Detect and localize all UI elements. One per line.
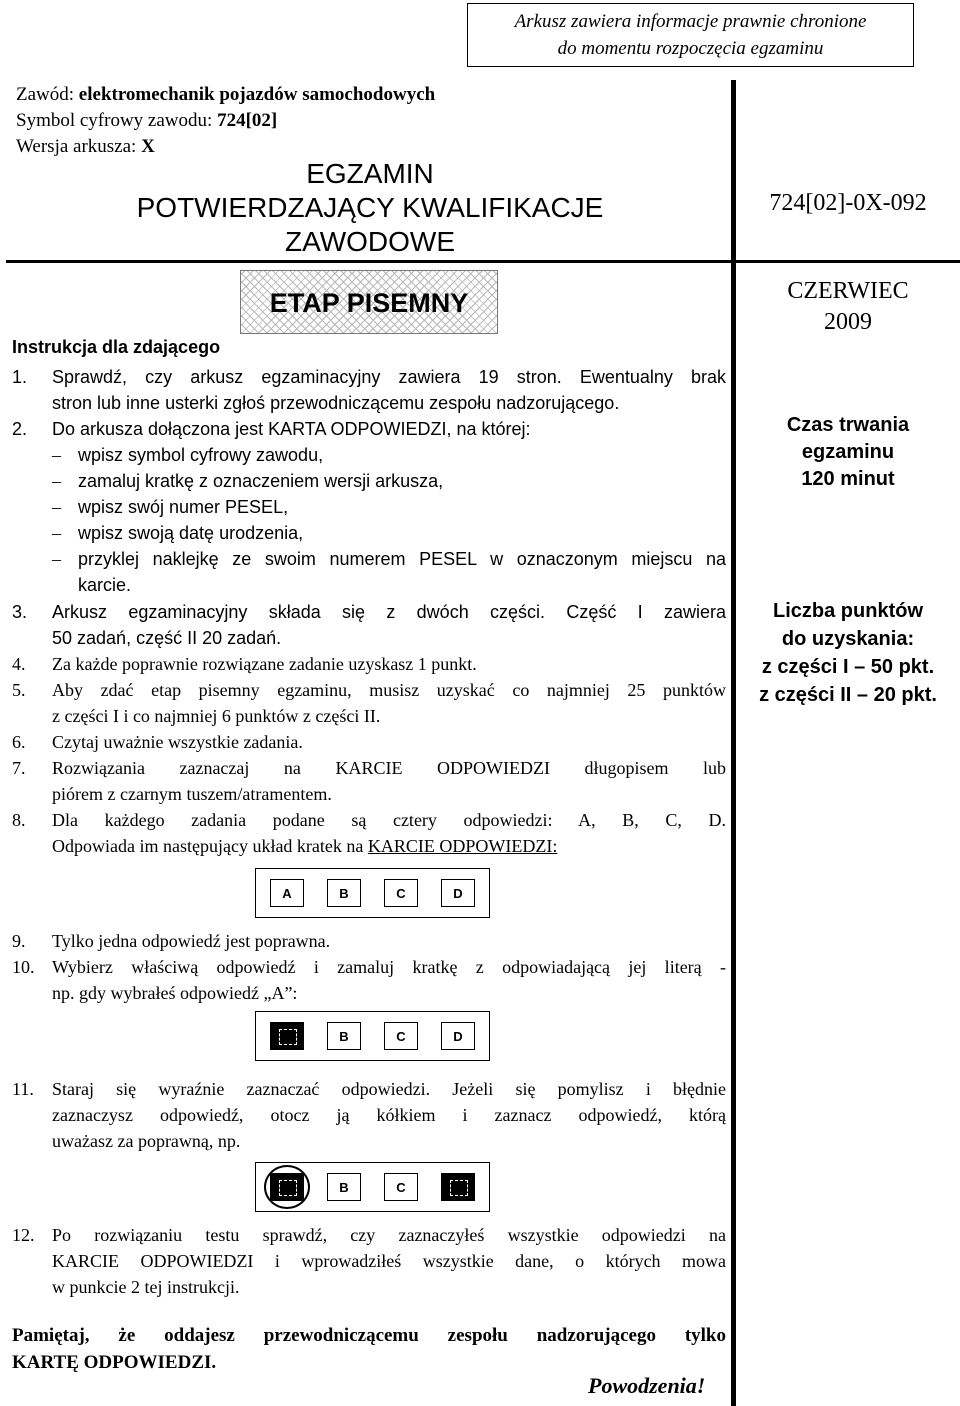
stage-banner xyxy=(240,270,498,334)
item-12-line-2: KARCIE ODPOWIEDZI i wprowadziłeś wszystkie dane, o których mowa xyxy=(52,1251,726,1271)
answer-box-c: C xyxy=(384,879,418,907)
max-points xyxy=(736,597,960,709)
answer-grid-filled-example xyxy=(255,1011,490,1061)
symbol-line xyxy=(16,108,435,134)
points-line-4: z części II – 20 pkt. xyxy=(759,684,937,706)
reminder-line-2: KARTĘ ODPOWIEDZI. xyxy=(12,1352,217,1373)
item-number: 1. xyxy=(12,367,28,387)
profession-value: elektromechanik pojazdów samochodowych xyxy=(78,84,436,105)
answer-box-d-filled: D xyxy=(441,1173,475,1201)
item-1-line-2: stron lub inne usterki zgłoś przewodniczącemu zespołu nadzorującego. xyxy=(52,393,620,413)
item-2-sub-4: wpisz swoją datę urodzenia, xyxy=(78,523,304,543)
answer-box-b: B xyxy=(327,1173,361,1201)
item-1-line-1: Sprawdź, czy arkusz egzaminacyjny zawiera 19 stron. Ewentualny brak xyxy=(52,367,726,387)
version-value: X xyxy=(141,136,155,157)
item-8-line-1: Dla każdego zadania podane są cztery odpowiedzi: A, B, C, D. xyxy=(52,810,726,830)
answer-box-d: D xyxy=(441,1022,475,1050)
answer-box-b: B xyxy=(327,1022,361,1050)
legal-notice-box xyxy=(467,3,914,67)
answer-box-c: C xyxy=(384,1173,418,1201)
version-label: Wersja arkusza: xyxy=(16,136,142,157)
exam-title-line-1: EGZAMIN xyxy=(306,158,434,189)
answer-grid-correction-example xyxy=(255,1162,490,1212)
symbol-label: Symbol cyfrowy zawodu: xyxy=(16,110,218,131)
item-2-sub-3: wpisz swój numer PESEL, xyxy=(78,497,289,517)
exam-title-line-3: ZAWODOWE xyxy=(284,226,456,257)
item-11-line-3: uważasz za poprawną, np. xyxy=(52,1131,241,1151)
reminder-line-1: Pamiętaj, że oddajesz przewodniczącemu zespołu nadzorującego tylko xyxy=(12,1325,726,1346)
item-3-line-1: Arkusz egzaminacyjny składa się z dwóch części. Część I zawiera xyxy=(52,602,726,622)
exam-month: CZERWIEC xyxy=(787,278,909,304)
answer-box-a-filled: A xyxy=(270,1022,304,1050)
item-number: 12. xyxy=(12,1225,35,1245)
item-number: 9. xyxy=(12,931,26,951)
exam-title-line-2: POTWIERDZAJĄCY KWALIFIKACJE xyxy=(136,192,604,223)
item-number: 4. xyxy=(12,654,26,674)
profession-line xyxy=(16,82,435,108)
item-number: 6. xyxy=(12,732,26,752)
item-8-line-2 xyxy=(52,833,557,859)
item-2-sub-5: przyklej naklejkę ze swoim numerem PESEL w oznaczonym miejscu na xyxy=(78,549,726,569)
dash-bullet: – xyxy=(52,497,61,517)
dash-bullet: – xyxy=(52,549,61,569)
item-6-line-1: Czytaj uważnie wszystkie zadania. xyxy=(52,732,303,752)
instructions-heading: Instrukcja dla zdającego xyxy=(12,337,221,357)
item-number: 3. xyxy=(12,602,28,622)
answer-grid-example xyxy=(255,868,490,918)
exam-year: 2009 xyxy=(824,309,872,335)
item-10-line-1: Wybierz właściwą odpowiedź i zamaluj kratkę z odpowiadającą jej literą - xyxy=(52,957,726,977)
item-12-line-1: Po rozwiązaniu testu sprawdź, czy zaznaczyłeś wszystkie odpowiedzi na xyxy=(52,1225,726,1245)
item-2-sub-1: wpisz symbol cyfrowy zawodu, xyxy=(78,445,324,465)
points-line-2: do uzyskania: xyxy=(781,628,915,650)
answer-box-d: D xyxy=(441,879,475,907)
item-5-line-2: z części I i co najmniej 6 punktów z części II. xyxy=(52,706,381,726)
legal-notice-line-1: Arkusz zawiera informacje prawnie chronione xyxy=(514,11,867,32)
item-number: 2. xyxy=(12,419,28,439)
item-8-line-2-text: Odpowiada im następujący układ kratek na xyxy=(52,836,368,856)
horizontal-divider xyxy=(6,260,960,263)
item-3-line-2: 50 zadań, część II 20 zadań. xyxy=(52,628,282,648)
exam-meta xyxy=(16,82,435,160)
duration-line-3: 120 minut xyxy=(801,468,895,490)
item-9-line-1: Tylko jedna odpowiedź jest poprawna. xyxy=(52,931,331,951)
dash-bullet: – xyxy=(52,523,61,543)
answer-box-c: C xyxy=(384,1022,418,1050)
exam-duration xyxy=(736,412,960,493)
item-number: 10. xyxy=(12,957,35,977)
good-luck: Powodzenia! xyxy=(588,1373,706,1398)
item-4-line-1: Za każde poprawnie rozwiązane zadanie uzyskasz 1 punkt. xyxy=(52,654,477,674)
item-number: 8. xyxy=(12,810,26,830)
item-2-line-1: Do arkusza dołączona jest KARTA ODPOWIEDZI, na której: xyxy=(52,419,531,439)
answer-box-a-circled: A xyxy=(270,1173,304,1201)
item-2-sub-6: karcie. xyxy=(78,575,132,595)
duration-line-1: Czas trwania xyxy=(786,414,910,436)
item-12-line-3: w punkcie 2 tej instrukcji. xyxy=(52,1277,240,1297)
item-10-line-2: np. gdy wybrałeś odpowiedź „A”: xyxy=(52,983,298,1003)
dash-bullet: – xyxy=(52,471,61,491)
item-number: 5. xyxy=(12,680,26,700)
correction-circle xyxy=(264,1165,310,1209)
item-7-line-2: piórem z czarnym tuszem/atramentem. xyxy=(52,784,332,804)
points-line-3: z części I – 50 pkt. xyxy=(761,656,935,678)
dash-bullet: – xyxy=(52,445,61,465)
item-7-line-1: Rozwiązania zaznaczaj na KARCIE ODPOWIEDZI długopisem lub xyxy=(52,758,726,778)
duration-line-2: egzaminu xyxy=(801,441,895,463)
points-line-1: Liczba punktów xyxy=(773,600,923,622)
sheet-code: 724[02]-0X-092 xyxy=(769,190,927,216)
answer-card-underlined: KARCIE ODPOWIEDZI: xyxy=(367,836,558,856)
final-reminder xyxy=(12,1322,726,1376)
item-2-sub-2: zamaluj kratkę z oznaczeniem wersji arkusza, xyxy=(78,471,444,491)
profession-label: Zawód: xyxy=(16,84,79,105)
item-5-line-1: Aby zdać etap pisemny egzaminu, musisz uzyskać co najmniej 25 punktów xyxy=(52,680,726,700)
item-number: 11. xyxy=(12,1079,34,1099)
answer-box-a: A xyxy=(270,879,304,907)
answer-box-b: B xyxy=(327,879,361,907)
legal-notice-line-2: do momentu rozpoczęcia egzaminu xyxy=(557,38,824,59)
item-11-line-1: Staraj się wyraźnie zaznaczać odpowiedzi. Jeżeli się pomylisz i błędnie xyxy=(52,1079,726,1099)
item-11-line-2: zaznaczysz odpowiedź, otocz ją kółkiem i zaznacz odpowiedź, którą xyxy=(52,1105,726,1125)
exam-date xyxy=(736,276,960,338)
stage-label: ETAP PISEMNY xyxy=(269,288,469,318)
symbol-value: 724[02] xyxy=(217,110,278,131)
item-number: 7. xyxy=(12,758,26,778)
